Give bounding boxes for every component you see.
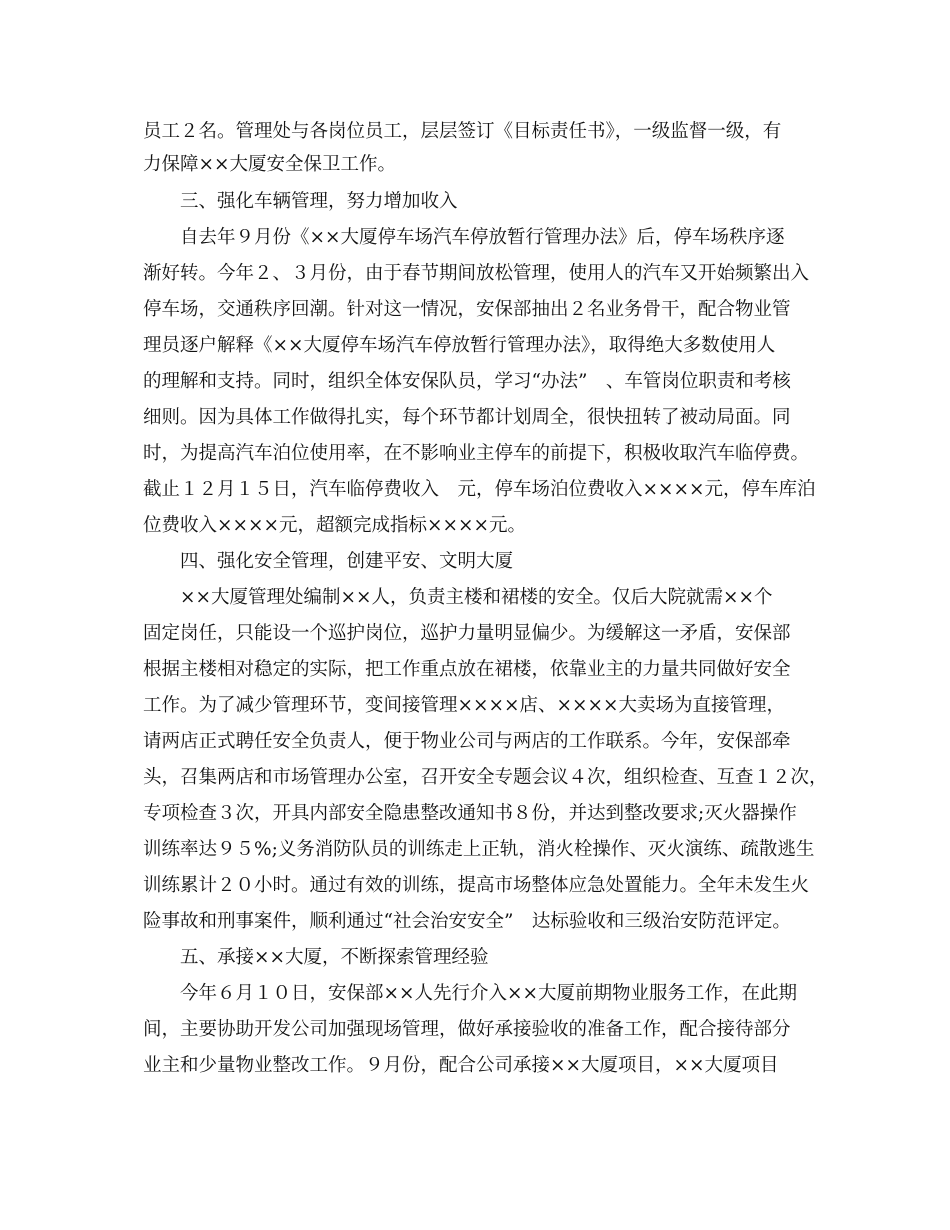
text-line: 今年６月１０日，安保部××人先行介入××大厦前期物业服务工作，在此期 bbox=[180, 983, 798, 1004]
text-line: 渐好转。今年２、３月份，由于春节期间放松管理，使用人的汽车又开始频繁出入 bbox=[143, 263, 810, 284]
section-heading: 四、强化安全管理，创建平安、文明大厦 bbox=[180, 551, 514, 572]
section-heading: 五、承接××大厦，不断探索管理经验 bbox=[180, 947, 489, 968]
text-line: 训练累计２０小时。通过有效的训练，提高市场整体应急处置能力。全年未发生火 bbox=[143, 875, 810, 896]
text-line: 根据主楼相对稳定的实际，把工作重点放在裙楼，依靠业主的力量共同做好安全 bbox=[143, 659, 791, 680]
text-line: 工作。为了减少管理环节，变间接管理××××店、××××大卖场为直接管理， bbox=[143, 695, 786, 716]
text-line: 业主和少量物业整改工作。９月份，配合公司承接××大厦项目，××大厦项目 bbox=[143, 1055, 779, 1076]
text-line: ××大厦管理处编制××人，负责主楼和裙楼的安全。仅后大院就需××个 bbox=[180, 587, 773, 608]
text-line: 理员逐户解释《××大厦停车场汽车停放暂行管理办法》，取得绝大多数使用人 bbox=[143, 335, 776, 356]
text-line: 固定岗任，只能设一个巡护岗位，巡护力量明显偏少。为缓解这一矛盾，安保部 bbox=[143, 623, 791, 644]
text-line: 细则。因为具体工作做得扎实，每个环节都计划周全，很快扭转了被动局面。同 bbox=[143, 407, 791, 428]
text-line: 险事故和刑事案件，顺利通过“社会治安安全” 达标验收和三级治安防范评定。 bbox=[143, 911, 791, 932]
text-line: 间，主要协助开发公司加强现场管理，做好承接验收的准备工作，配合接待部分 bbox=[143, 1019, 791, 1040]
text-line: 专项检查３次，开具内部安全隐患整改通知书８份，并达到整改要求;灭火器操作 bbox=[143, 803, 797, 824]
text-line: 训练率达９５%;义务消防队员的训练走上正轨，消火栓操作、灭火演练、疏散逃生 bbox=[143, 839, 815, 860]
text-line: 员工２名。管理处与各岗位员工，层层签订《目标责任书》，一级监督一级，有 bbox=[143, 121, 782, 142]
section-heading: 三、强化车辆管理，努力增加收入 bbox=[180, 191, 458, 212]
text-line: 力保障××大厦安全保卫工作。 bbox=[143, 154, 397, 175]
text-line: 位费收入××××元，超额完成指标××××元。 bbox=[143, 515, 527, 536]
text-line: 的理解和支持。同时，组织全体安保队员，学习“办法” 、车管岗位职责和考核 bbox=[143, 371, 791, 392]
text-line: 时，为提高汽车泊位使用率，在不影响业主停车的前提下，积极收取汽车临停费。 bbox=[143, 443, 810, 464]
text-line: 截止１２月１５日，汽车临停费收入 元，停车场泊位费收入××××元，停车库泊 bbox=[143, 479, 816, 500]
text-line: 请两店正式聘任安全负责人，便于物业公司与两店的工作联系。今年，安保部牵 bbox=[143, 731, 791, 752]
text-line: 停车场，交通秩序回潮。针对这一情况，安保部抽出２名业务骨干，配合物业管 bbox=[143, 299, 791, 320]
text-line: 头，召集两店和市场管理办公室，召开安全专题会议４次，组织检查、互查１２次， bbox=[143, 767, 828, 788]
text-line: 自去年９月份《××大厦停车场汽车停放暂行管理办法》后，停车场秩序逐 bbox=[180, 227, 785, 248]
